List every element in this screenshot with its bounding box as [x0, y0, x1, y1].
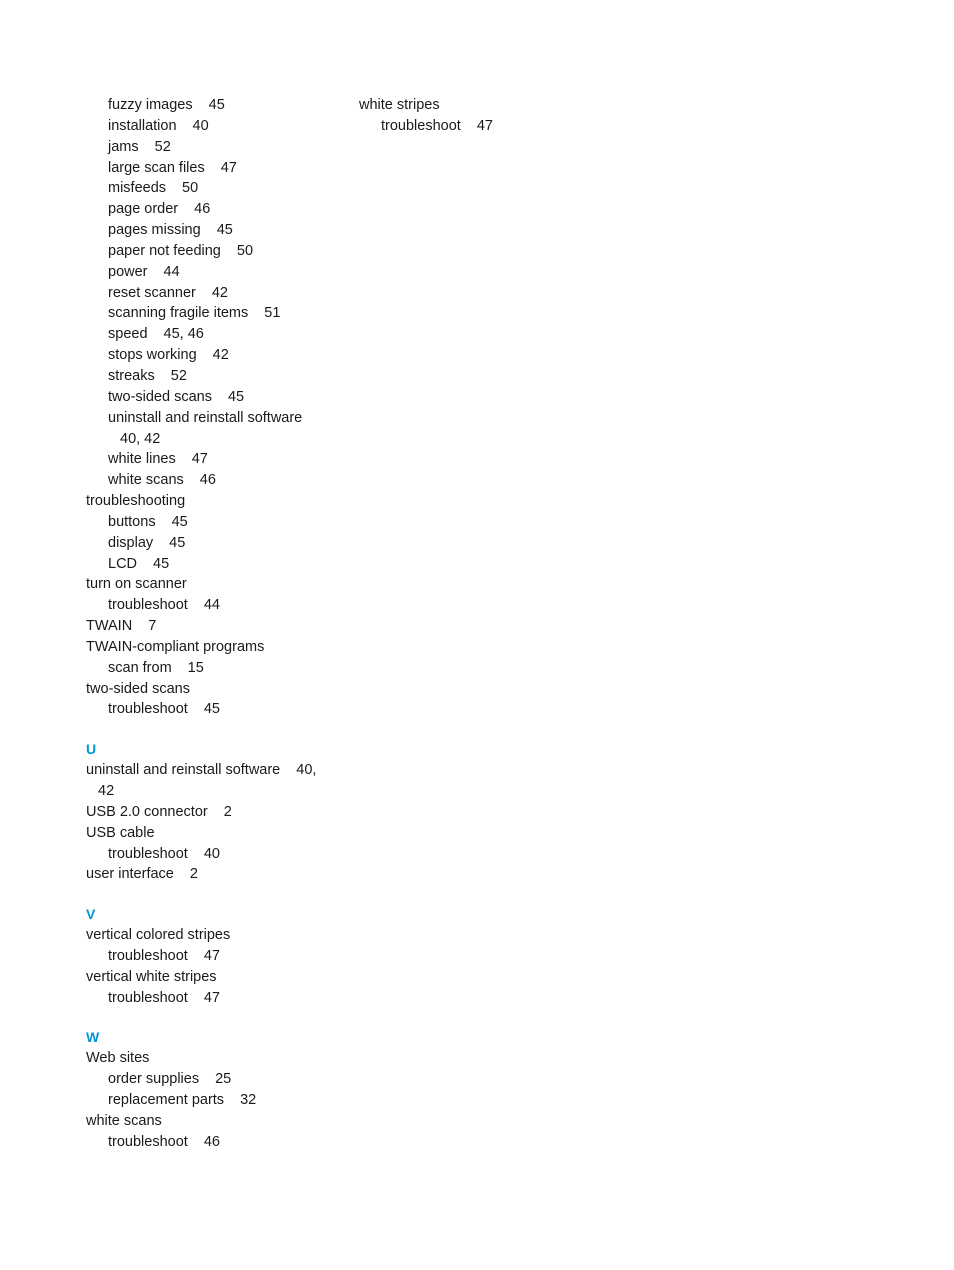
index-term: jams [108, 138, 139, 155]
index-page-link[interactable]: 46 [203, 1133, 220, 1150]
index-entry-uninstall-and-reinstall-software [86, 760, 346, 781]
index-term: display [108, 534, 154, 551]
index-entry-troubleshooting [86, 491, 346, 512]
index-subentry-replacement-parts [86, 1090, 346, 1111]
index-term: stops working [108, 347, 197, 364]
index-entry-usb-2-0-connector [86, 802, 346, 823]
index-term: turn on scanner [86, 576, 187, 593]
index-term: uninstall and reinstall software [108, 409, 303, 426]
index-entry-continuation [86, 429, 346, 450]
index-term: white scans [86, 1112, 162, 1129]
index-page-link[interactable]: 47 [220, 159, 237, 176]
index-term: buttons [108, 513, 156, 530]
index-subentry-troubleshoot [86, 1132, 346, 1153]
index-entry-twain [86, 616, 346, 637]
index-term: troubleshoot [381, 117, 461, 134]
index-page-link[interactable]: 2 [189, 866, 198, 883]
index-page-link[interactable]: 45 [216, 222, 233, 239]
index-entry-white-stripes [359, 95, 619, 116]
index-term: troubleshoot [108, 947, 188, 964]
index-term: USB 2.0 connector [86, 803, 208, 820]
index-term: reset scanner [108, 284, 196, 301]
index-term: uninstall and reinstall software [86, 762, 281, 779]
index-subentry-scan-from [86, 658, 346, 679]
index-subentry-pages-missing [86, 220, 346, 241]
index-page-link[interactable]: 45 [208, 97, 225, 113]
index-term: two-sided scans [86, 680, 190, 697]
index-subentry-white-lines [86, 449, 346, 470]
index-page-link[interactable]: 42 [98, 783, 115, 799]
index-entry-vertical-colored-stripes [86, 925, 346, 946]
index-term: TWAIN [86, 618, 133, 635]
index-term: white scans [108, 472, 184, 489]
index-subentry-lcd [86, 554, 346, 575]
index-entry-web-sites [86, 1048, 346, 1069]
index-term: installation [108, 117, 177, 134]
index-subentry-order-supplies [86, 1069, 346, 1090]
index-term: troubleshoot [108, 989, 188, 1006]
index-subentry-large-scan-files [86, 158, 346, 179]
index-page-link[interactable]: 45 [153, 555, 170, 572]
index-column-left [86, 95, 346, 1153]
index-page-link[interactable]: 45, 46 [163, 326, 204, 343]
index-subentry-misfeeds [86, 178, 346, 199]
index-term: scan from [108, 659, 172, 676]
index-page-link[interactable]: 7 [148, 618, 157, 635]
index-page-link[interactable]: 47 [191, 451, 208, 468]
index-entry-vertical-white-stripes [86, 967, 346, 988]
index-page-link[interactable]: 47 [476, 117, 493, 134]
index-page-link[interactable]: 46 [199, 472, 216, 489]
index-page-link[interactable]: 46 [194, 201, 211, 218]
index-page-link[interactable]: 45 [227, 388, 245, 405]
index-subentry-reset-scanner [86, 283, 346, 304]
index-letter-heading-u: U [86, 741, 97, 758]
index-term: USB cable [86, 824, 155, 841]
index-page-link[interactable]: 25 [215, 1071, 232, 1088]
index-term: speed [108, 326, 148, 343]
index-subentry-fuzzy-images [86, 95, 346, 116]
index-term: fuzzy images [108, 97, 193, 113]
index-column-right [359, 95, 619, 137]
index-subentry-white-scans [86, 470, 346, 491]
index-term: vertical colored stripes [86, 927, 231, 944]
index-term: paper not feeding [108, 242, 221, 259]
index-page-link[interactable]: 45 [203, 701, 220, 718]
index-page-link[interactable]: 40, 42 [120, 430, 161, 447]
index-page-link[interactable]: 44 [203, 597, 220, 614]
index-term: LCD [108, 555, 138, 572]
index-subentry-jams [86, 137, 346, 158]
index-term: troubleshooting [86, 493, 186, 510]
index-subentry-installation [86, 116, 346, 137]
index-term: white stripes [359, 97, 440, 113]
index-entry-twain-compliant-programs [86, 637, 346, 658]
index-page-link[interactable]: 40 [192, 117, 209, 134]
index-subentry-troubleshoot [86, 699, 346, 720]
index-subentry-paper-not-feeding [86, 241, 346, 262]
index-term: user interface [86, 866, 174, 883]
index-subentry-troubleshoot [359, 116, 619, 137]
index-page-link[interactable]: 32 [240, 1091, 257, 1108]
index-page-link[interactable]: 51 [264, 305, 281, 322]
index-entry-user-interface [86, 864, 346, 885]
index-page-link[interactable]: 47 [203, 989, 220, 1006]
index-entry-continuation [86, 781, 346, 802]
index-term: page order [108, 201, 179, 218]
index-subentry-troubleshoot [86, 946, 346, 967]
index-entry-usb-cable [86, 823, 346, 844]
index-subentry-troubleshoot [86, 844, 346, 865]
index-subentry-stops-working [86, 345, 346, 366]
index-page-link[interactable]: 47 [203, 947, 220, 964]
index-page-link[interactable]: 2 [223, 803, 232, 820]
index-term: power [108, 263, 148, 280]
index-term: two-sided scans [108, 388, 212, 405]
index-subentry-troubleshoot [86, 988, 346, 1009]
index-subentry-uninstall-and-reinstall-software [86, 408, 346, 429]
index-term: troubleshoot [108, 1133, 188, 1150]
index-term: misfeeds [108, 180, 167, 197]
index-term: large scan files [108, 159, 205, 176]
index-page-link[interactable]: 45 [169, 534, 186, 551]
index-term: troubleshoot [108, 701, 188, 718]
index-term: pages missing [108, 222, 201, 239]
index-letter-heading-v: V [86, 906, 96, 923]
index-term: TWAIN-compliant programs [86, 638, 265, 655]
index-subentry-speed [86, 324, 346, 345]
index-term: replacement parts [108, 1091, 225, 1108]
index-subentry-page-order [86, 199, 346, 220]
index-page-link[interactable]: 15 [187, 659, 204, 676]
index-page-link[interactable]: 52 [154, 138, 171, 155]
index-term: troubleshoot [108, 597, 188, 614]
index-subentry-power [86, 262, 346, 283]
index-term: troubleshoot [108, 845, 188, 862]
index-entry-white-scans [86, 1111, 346, 1132]
index-term: scanning fragile items [108, 305, 249, 322]
index-page-link[interactable]: 40 [203, 845, 220, 862]
index-page-link[interactable]: 45 [171, 513, 188, 530]
index-page-link[interactable]: 50 [236, 242, 254, 259]
index-page-link[interactable]: 50 [182, 180, 199, 197]
index-page-link[interactable]: 40, [296, 762, 317, 779]
index-term: white lines [108, 451, 176, 468]
index-term: streaks [108, 367, 155, 384]
index-subentry-scanning-fragile-items [86, 303, 346, 324]
index-page-link[interactable]: 42 [211, 284, 228, 301]
index-subentry-streaks [86, 366, 346, 387]
index-subentry-display [86, 533, 346, 554]
index-term: vertical white stripes [86, 968, 217, 985]
index-subentry-troubleshoot [86, 595, 346, 616]
index-subentry-two-sided-scans [86, 387, 346, 408]
index-page-link[interactable]: 44 [163, 263, 180, 280]
index-page-link[interactable]: 42 [212, 347, 229, 364]
index-entry-two-sided-scans [86, 679, 346, 700]
index-term: order supplies [108, 1071, 200, 1088]
index-page-link[interactable]: 52 [170, 367, 187, 384]
index-term: Web sites [86, 1050, 150, 1067]
index-subentry-buttons [86, 512, 346, 533]
index-letter-heading-w: W [86, 1029, 100, 1046]
index-entry-turn-on-scanner [86, 574, 346, 595]
